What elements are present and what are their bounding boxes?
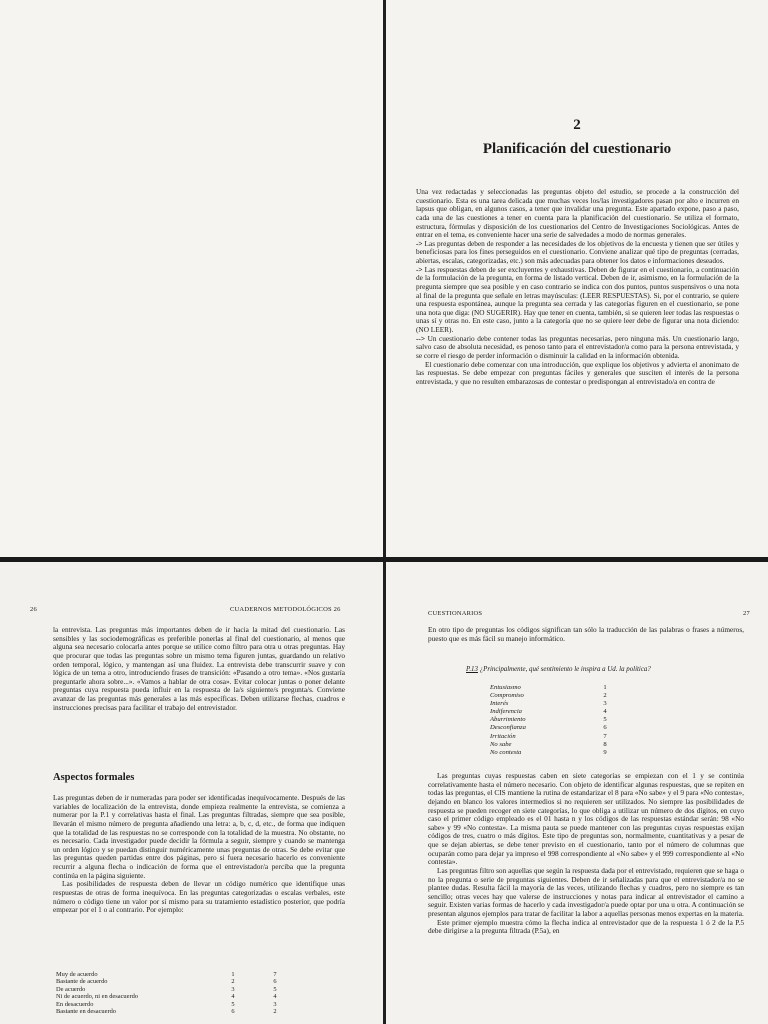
answer-option xyxy=(490,733,610,741)
running-head: CUESTIONARIOS xyxy=(428,610,483,617)
agreement-scale xyxy=(56,971,306,1015)
scale-row xyxy=(56,993,306,1000)
scale-code-reversed: 3 xyxy=(273,1000,277,1008)
paragraph: El cuestionario debe comenzar con una introducción, que explique los objetivos y advierta el anonimato de las respuestas. Se debe empezar con preguntas fáciles y generales que susciten el interés de la persona entrevistada, y que no resulten embarazosas de contestar o predispongan al entrevistado/a en contra de xyxy=(416,359,739,386)
answer-option xyxy=(490,684,610,692)
option-label: Desconfianza xyxy=(490,724,526,732)
paragraph: Las preguntas filtro son aquellas que según la respuesta dada por el entrevistado, requieren que se haga o no la pregunta o serie de preguntas siguientes. Deben de ir señalizadas para que el entrevistador/a no se plantee dudas. Resulta fácil la mayoría de las veces, utilizando flechas y cuadros, pero no siempre es tan sencillo; otras veces hay que valerse de instrucciones y notas para indicar al entrevistador el camino a seguir. Existen varias formas de hacerlo y cada investigador/a puede optar por una u otra. A continuación se presentan algunos ejemplos para tratar de facilitar la labor a aquellas personas menos expertas en la materia. xyxy=(428,865,744,918)
scale-row xyxy=(56,971,306,978)
scale-row xyxy=(56,978,306,985)
scale-code-reversed: 2 xyxy=(273,1008,277,1016)
scale-code: 5 xyxy=(231,1000,235,1008)
question-heading xyxy=(466,666,651,673)
intro-paragraph: la entrevista. Las preguntas más importantes deben de ir hacia la mitad del cuestionario. Las sensibles y las sociodemográficas es preferible ponerlas al final del cuestionario, al menos que alguna sea necesario colocarla antes porque se utilice como filtro para otra u otras preguntas. Hay que procurar que todas las preguntas sobre un mismo tema figuren juntas, guardando un relativo orden temporal, lógico, y mantengan así una fluidez. La entrevista debe transcurrir suave y con lógica de un tema a otro, introduciendo frases de transición: «Pasando a otro tema». «Nos gustaría preguntarle ahora sobre...». «Vamos a hablar de otra cosa». Evitar colocar juntas o poner delante preguntas cuya respuesta pueda influir en la respuesta de la/s siguiente/s pregunta/s. Conviene avanzar de las preguntas más generales a las más específicas. Deben utilizarse flechas, cuadros e instrucciones precisas para facilitar el trabajo del entrevistador. xyxy=(53,625,345,712)
scale-label: Bastante en desacuerdo xyxy=(56,1008,116,1016)
paragraph: Un cuestionario debe contener todas las preguntas necesarias, pero ninguna más. Un cuestionario largo, salvo caso de absoluta necesidad, es penoso tanto para el entrevistador/a como para la persona entrevistada, y se corre el riesgo de perder información o disminuir la calidad en la información obtenida. xyxy=(416,333,740,360)
section-title: Aspectos formales xyxy=(53,772,135,783)
option-code: 5 xyxy=(603,716,607,724)
answer-option xyxy=(490,708,610,716)
page-number: 26 xyxy=(30,606,37,613)
paragraph: Las preguntas deben de responder a las necesidades de los objetivos de la encuesta y tienen que ser útiles y beneficiosas para los fines perseguidos en el cuestionario. Conviene analizar qué tipo de preguntas (cerradas, abiertas, escalas, categorizadas, etc.) son más adecuadas para obtener los datos e informaciones deseados. xyxy=(416,238,739,265)
scale-code-reversed: 6 xyxy=(273,978,277,986)
answer-option xyxy=(490,700,610,708)
scale-label: Bastante de acuerdo xyxy=(56,978,108,986)
option-label: Indiferencia xyxy=(490,708,522,716)
answer-options xyxy=(490,684,610,757)
scale-row xyxy=(56,1001,306,1008)
scale-label: De acuerdo xyxy=(56,985,86,993)
option-label: Compromiso xyxy=(490,692,524,700)
option-code: 8 xyxy=(603,740,607,748)
chapter-number: 2 xyxy=(573,117,581,133)
paragraph: Las preguntas deben de ir numeradas para poder ser identificadas inequívocamente. Después de las variables de localización de la entrevista, donde empieza realmente la entrevista, se comienza a numerar por la P.1 y correlativas hasta el final. Las preguntas filtradas, siempre que sea posible, llevarán el mismo número de pregunta añadiendo una letra: a, b, c, d, etc., de forma que indiquen que la totalidad de las respuestas no se corresponde con la totalidad de la muestra. No obstante, no es necesario. Cada investigador puede decidir la fórmula a seguir, siempre y cuando se mantenga un orden lógico y se puedan distinguir numéricamente unas preguntas de otras. Se debe evitar que las preguntas queden partidas entre dos páginas, pero si fuera necesario hacerlo es conveniente recurrir a alguna flecha o indicación de forma que el entrevistador/a perciba que la pregunta continúa en la página siguiente. xyxy=(53,793,345,880)
paragraph: Las respuestas deben de ser excluyentes y exhaustivas. Deben de figurar en el cuestionario, a continuación de la formulación de la pregunta, en forma de listado vertical. Deben de ir, asimismo, en la formulación de la pregunta siempre que sea posible y en caso contrario se indica con dos puntos, puntos suspensivos o una nota al final de la pregunta que señale en letras mayúsculas: (LEER RESPUESTAS). Si, por el contrario, se quiere una respuesta espontánea, aunque la pregunta sea cerrada y las categorías figuren en el cuestionario, se pone una nota que diga: (NO SUGERIR). Hay que tener en cuenta, también, si se quieren leer todas las respuestas o unas sí y otras no. En este caso, junto a la categoría que no se quiere leer debe de figurar una nota diciendo: (NO LEER). xyxy=(416,264,739,334)
answer-option xyxy=(490,749,610,757)
scale-code: 6 xyxy=(231,1008,235,1016)
chapter-opening-page xyxy=(386,0,768,558)
arrow-mark: -> xyxy=(416,238,423,248)
option-label: Entusiasmo xyxy=(490,684,521,691)
scale-code-reversed: 5 xyxy=(273,985,277,993)
page-number: 27 xyxy=(743,610,750,617)
option-label: No contesta xyxy=(490,748,522,756)
option-code: 4 xyxy=(603,708,607,716)
option-code: 7 xyxy=(603,732,607,740)
scale-code: 4 xyxy=(231,993,235,1001)
option-code: 1 xyxy=(603,684,607,691)
option-code: 3 xyxy=(603,700,607,708)
option-label: Irritación xyxy=(490,732,516,740)
paragraph: Una vez redactadas y seleccionadas las preguntas objeto del estudio, se procede a la construcción del cuestionario. Esta es una tarea delicada que muchas veces los/las investigadores pasan por alto e incurren en lapsus que obligan, en algunos casos, a tener que invalidar una pregunta. Este apartado expone, paso a paso, cada una de las cuestiones a tener en cuenta para la planificación del cuestionario. Se utiliza el formato, estructura, fórmulas y disposición de los cuestionarios del Centro de Investigaciones Sociológicas. Antes de entrar en el tema, es conveniente hacer una serie de salvedades a modo de normas generales. xyxy=(416,187,739,240)
section-body xyxy=(53,794,345,915)
chapter-title: Planificación del cuestionario xyxy=(482,141,672,157)
page-26 xyxy=(0,562,383,1024)
answer-option xyxy=(490,741,610,749)
paragraph: Este primer ejemplo muestra cómo la flecha indica al entrevistador que de la respuesta 1 ó 2 de la P.5 debe dirigirse a la pregunta filtrada (P.5a), en xyxy=(428,917,744,936)
running-head: CUADERNOS METODOLÓGICOS 26 xyxy=(230,606,341,613)
page-27 xyxy=(386,562,768,1024)
option-code: 6 xyxy=(603,724,607,732)
page-divider xyxy=(0,557,768,562)
blank-page xyxy=(0,0,383,558)
scale-label: Muy de acuerdo xyxy=(56,971,98,978)
paragraph: Las preguntas cuyas respuestas caben en siete categorías se empiezan con el 1 y se continúa correlativamente hasta el número necesario. Con objeto de identificar algunas respuestas, que se repiten en todas las preguntas, el CIS mantiene la rutina de estandarizar el 8 para «No sabe» y el 9 para «No contesta», dejando en blanco los valores intermedios si no requieren ser utilizados. No siempre las posibilidades de respuesta se pueden recoger en siete categorías, lo que obliga a utilizar un número de dos dígitos, en cuyo caso el primer código empleado es el 01 hasta n y los códigos de las respuestas estándar serán: 98 «No sabe» y 99 «No contesta». La misma pauta se puede mantener con las preguntas cuyas respuestas exijan códigos de tres, cuatro o más dígitos. Este tipo de preguntas son, normalmente, cuantitativas y a pesar de que se dejan abiertas, se debe tener previsto en el cuestionario, tanto por el número de columnas que ocuparán como para dejar ya impreso el 998 correspondiente al «No sabe» y el 999 correspondiente al «No contesta». xyxy=(428,771,744,867)
body-text xyxy=(428,772,744,936)
paragraph: Las posibilidades de respuesta deben de llevar un código numérico que identifique unas respuestas de otras de forma inequívoca. En las preguntas categorizadas o escalas verbales, este número o código tiene un valor por sí mismo para su tratamiento estadístico posterior, que podría empezar por el 1 o al contrario. Por ejemplo: xyxy=(53,879,345,915)
scale-code: 2 xyxy=(231,978,235,986)
scale-label: En desacuerdo xyxy=(56,1000,94,1008)
answer-option xyxy=(490,724,610,732)
option-code: 9 xyxy=(603,748,607,756)
question-number: P.13 xyxy=(466,666,478,673)
scale-row xyxy=(56,986,306,993)
scale-label: Ni de acuerdo, ni en desacuerdo xyxy=(56,993,138,1001)
option-label: Interés xyxy=(490,700,509,708)
chapter-body xyxy=(416,188,739,386)
scale-code: 3 xyxy=(231,985,235,993)
scale-code-reversed: 4 xyxy=(273,993,277,1001)
scale-code: 1 xyxy=(231,971,235,978)
option-code: 2 xyxy=(603,692,607,700)
scale-code-reversed: 7 xyxy=(273,971,277,978)
question-text: ¿Principalmente, qué sentimiento le inspira a Ud. la política? xyxy=(479,666,651,673)
option-label: No sabe xyxy=(490,740,512,748)
answer-option xyxy=(490,692,610,700)
arrow-mark: --> xyxy=(416,333,426,343)
option-label: Aburrimiento xyxy=(490,716,526,724)
spread-gutter xyxy=(383,0,386,1024)
intro-paragraph: En otro tipo de preguntas los códigos significan tan sólo la traducción de las palabras o frases a números, puesto que es más fácil su manejo informático. xyxy=(428,625,744,643)
scale-row xyxy=(56,1008,306,1015)
answer-option xyxy=(490,716,610,724)
arrow-mark: -> xyxy=(416,264,423,274)
